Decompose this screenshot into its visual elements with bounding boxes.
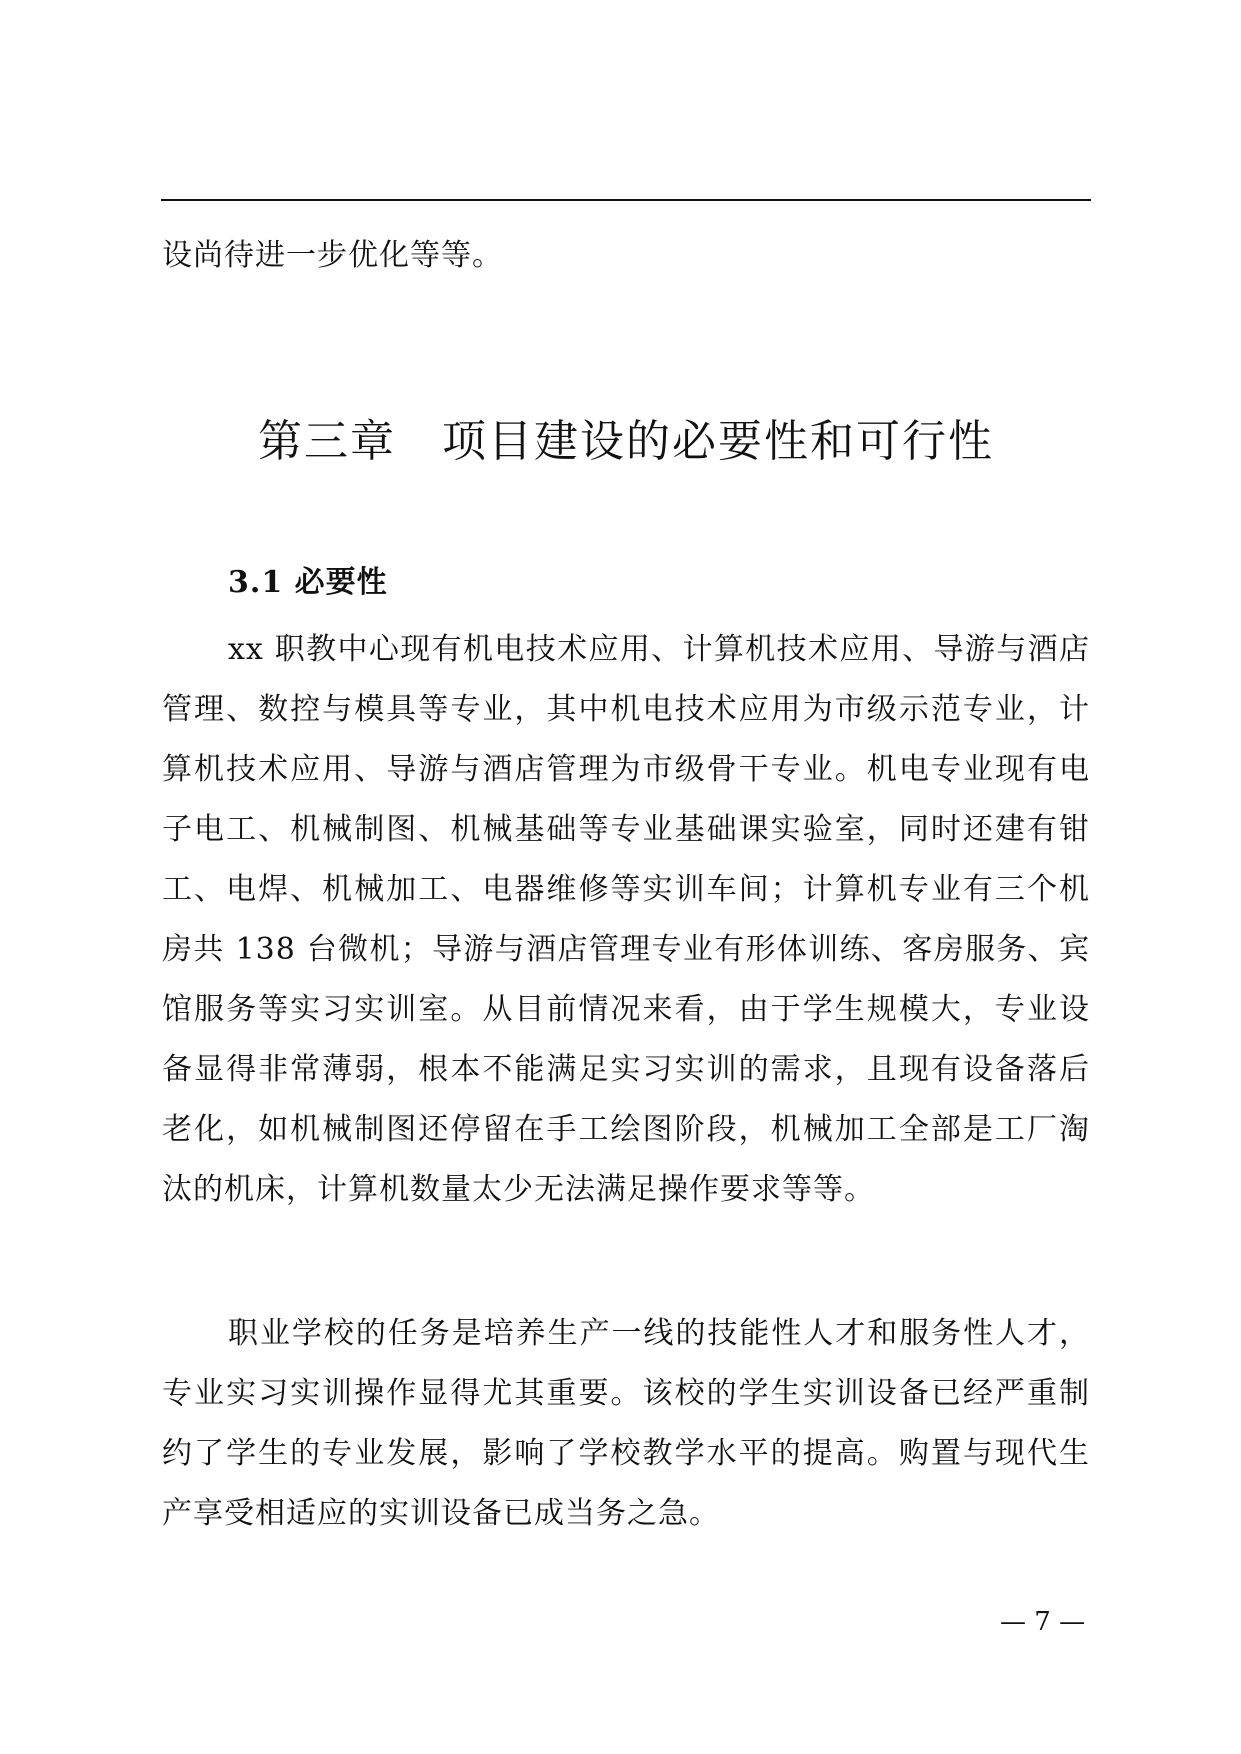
- body-paragraph: xx 职教中心现有机电技术应用、计算机技术应用、导游与酒店管理、数控与模具等专业，其中机电技术应用为市级示范专业，计算机技术应用、导游与酒店管理为市级骨干专业。机电专业现有电子电工、机械制图、机械基础等专业基础课实验室，同时还建有钳工、电焊、机械加工、电器维修等实训车间；计算机专业有三个机房共 138 台微机；导游与酒店管理专业有形体训练、客房服务、宾馆服务等实习实训室。从目前情况来看，由于学生规模大，专业设备显得非常薄弱，根本不能满足实习实训的需求，且现有设备落后老化，如机械制图还停留在手工绘图阶段，机械加工全部是工厂淘汰的机床，计算机数量太少无法满足操作要求等等。: [162, 632, 1090, 1207]
- page-number: — 7 —: [1000, 1607, 1086, 1637]
- chapter-title: 第三章 项目建设的必要性和可行性: [258, 416, 994, 467]
- header-rule: [161, 199, 1091, 201]
- continuation-text: 设尚待进一步优化等等。: [162, 238, 503, 273]
- body-paragraph: 职业学校的任务是培养生产一线的技能性人才和服务性人才，专业实习实训操作显得尤其重要。该校的学生实训设备已经严重制约了学生的专业发展，影响了学校教学水平的提高。购置与现代生产享受相适应的实训设备已成当务之急。: [162, 1316, 1090, 1531]
- section-heading: 3.1 必要性: [228, 565, 388, 600]
